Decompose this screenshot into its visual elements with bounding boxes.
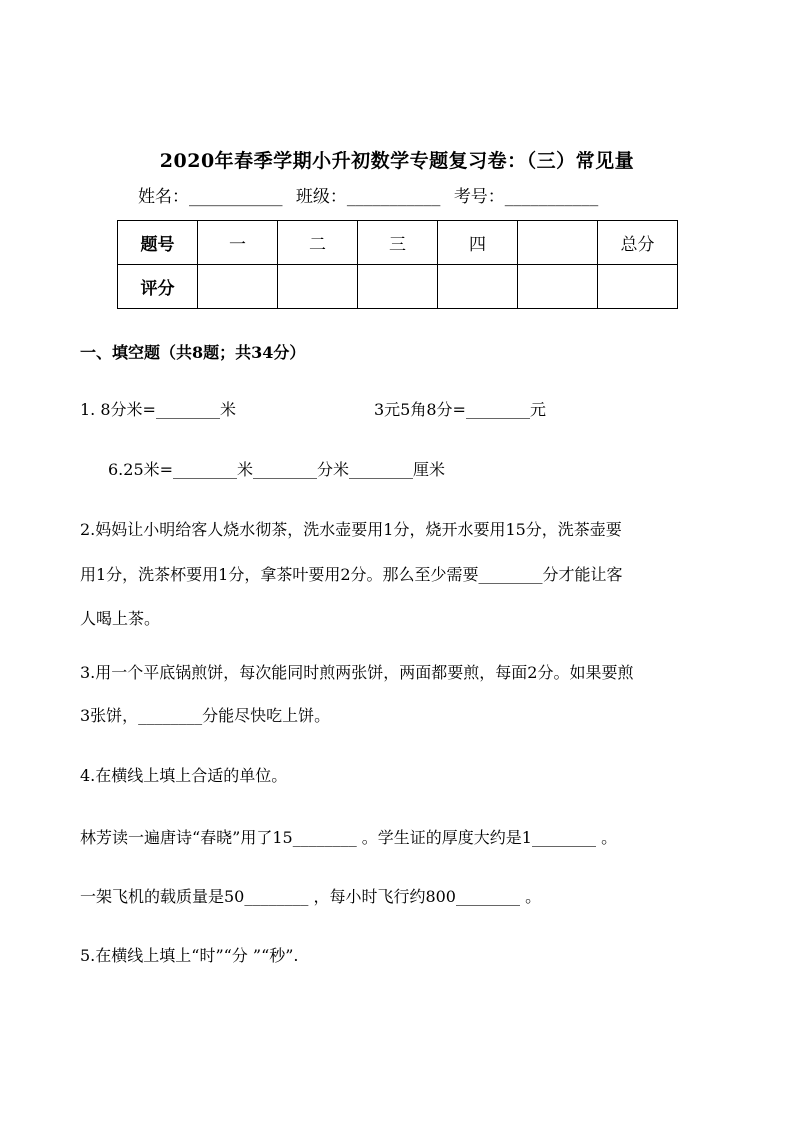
question-3-line-1: 3.用一个平底锅煎饼，每次能同时煎两张饼，两面都要煎，每面2分。如果要煎: [80, 663, 634, 682]
page-title: 2020年春季学期小升初数学专题复习卷：（三）常见量: [159, 150, 635, 172]
table-cell: [358, 265, 438, 309]
name-field: 姓名：___________: [138, 187, 283, 207]
table-row: [118, 221, 678, 265]
score-table: [117, 220, 678, 309]
table-cell: 评分: [118, 265, 198, 309]
table-cell: [438, 265, 518, 309]
table-cell: 二: [278, 221, 358, 265]
table-cell: [278, 265, 358, 309]
question-1b: 3元5角8分=________元: [374, 400, 546, 419]
question-4-line-1: 4.在横线上填上合适的单位。: [80, 766, 288, 785]
question-3-line-2: 3张饼，________分能尽快吃上饼。: [80, 706, 331, 725]
table-cell: 一: [198, 221, 278, 265]
question-5-line-1: 5.在横线上填上“时”“分 ”“秒”.: [80, 946, 299, 965]
section-heading: 一、填空题（共8题；共34分）: [80, 343, 306, 362]
table-cell: 总分: [598, 221, 678, 265]
table-row: [118, 265, 678, 309]
question-4-line-3: 一架飞机的载质量是50________ ，每小时飞行约800________ 。: [80, 887, 542, 906]
table-cell: [518, 221, 598, 265]
table-cell: [518, 265, 598, 309]
question-2-line-2: 用1分，洗茶杯要用1分，拿茶叶要用2分。那么至少需要________分才能让客: [80, 565, 623, 584]
student-info: [138, 182, 606, 207]
question-1a: 1. 8分米=________米: [80, 400, 236, 419]
table-cell: 四: [438, 221, 518, 265]
question-2-line-1: 2.妈妈让小明给客人烧水彻茶，洗水壶要用1分，烧开水要用15分，洗茶壶要: [80, 520, 622, 539]
question-1c: 6.25米=________米________分米________厘米: [108, 460, 446, 479]
exam-no-field: 考号：___________: [453, 187, 599, 207]
table-cell: 三: [358, 221, 438, 265]
table-cell: 题号: [118, 221, 198, 265]
question-4-line-2: 林芳读一遍唐诗“春晓”用了15________ 。学生证的厚度大约是1________ 。: [80, 828, 618, 847]
question-2-line-3: 人喝上茶。: [80, 609, 161, 628]
table-cell: [198, 265, 278, 309]
table-cell: [598, 265, 678, 309]
class-field: 班级：___________: [295, 187, 441, 207]
